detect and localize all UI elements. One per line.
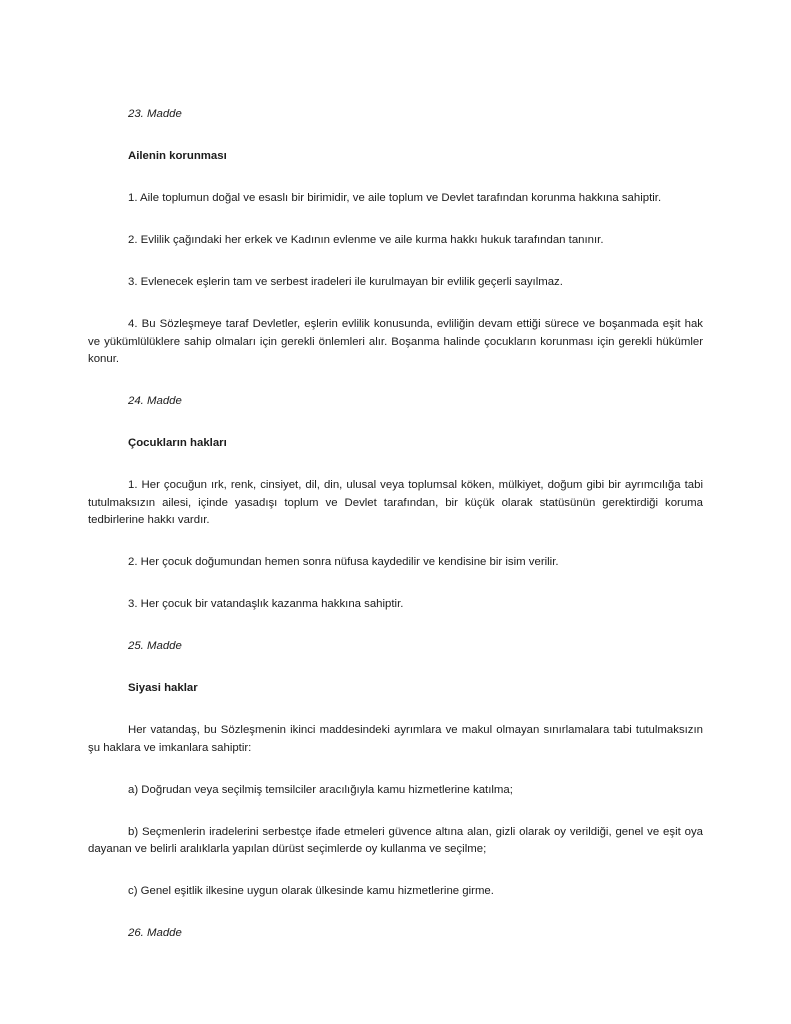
article-label: 24. Madde (128, 395, 182, 407)
article-26 (88, 925, 703, 943)
paragraph: 3. Her çocuk bir vatandaşlık kazanma hakkına sahiptir. (128, 598, 404, 610)
list-item-c: c) Genel eşitlik ilkesine uygun olarak ülkesinde kamu hizmetlerine girme. (128, 885, 494, 897)
list-item-a: a) Doğrudan veya seçilmiş temsilciler aracılığıyla kamu hizmetlerine katılma; (128, 783, 513, 796)
article-25 (88, 638, 703, 901)
article-label: 26. Madde (128, 927, 182, 939)
article-label: 23. Madde (128, 108, 182, 120)
paragraph: 2. Evlilik çağındaki her erkek ve Kadının evlenme ve aile kurma hakkı hukuk tarafından tanınır. (128, 234, 604, 246)
paragraph: 3. Evlenecek eşlerin tam ve serbest iradeleri ile kurulmayan bir evlilik geçerli sayılmaz. (128, 276, 563, 288)
article-title: Siyasi haklar (128, 682, 198, 694)
article-24 (88, 393, 703, 614)
list-item-b: b) Seçmenlerin iradelerini serbestçe ifade etmeleri güvence altına alan, gizli olarak oy verildiği, genel ve eşit oya dayanan ve belirli aralıklarla yapılan dürüst seçimlerde oy kullanma ve seçilme; (88, 825, 703, 855)
article-23 (88, 106, 703, 369)
article-label: 25. Madde (128, 640, 182, 652)
paragraph: 2. Her çocuk doğumundan hemen sonra nüfusa kaydedilir ve kendisine bir isim verilir. (128, 556, 559, 568)
paragraph: Her vatandaş, bu Sözleşmenin ikinci maddesindeki ayrımlara ve makul olmayan sınırlamalara tabi tutulmaksızın şu haklara ve imkanlara sahiptir: (88, 724, 703, 754)
paragraph: 1. Her çocuğun ırk, renk, cinsiyet, dil, din, ulusal veya toplumsal köken, mülkiyet, doğum gibi bir ayrımcılığa tabi tutulmaksızın ailesi, içinde yasadışı toplum ve Devlet tarafından, bir küçük olarak statüsünün gerektirdiği koruma tedbirlerine hakkı vardır. (88, 479, 703, 526)
paragraph: 4. Bu Sözleşmeye taraf Devletler, eşlerin evlilik konusunda, evliliğin devam ettiği sürece ve boşanmada eşit hak ve yükümlülüklere sahip olmaları için gerekli önlemleri alır. Boşanma halinde çocukların korunması için gerekli hükümler konur. (88, 318, 703, 365)
article-title: Çocukların hakları (128, 437, 227, 449)
article-title: Ailenin korunması (128, 150, 227, 162)
paragraph: 1. Aile toplumun doğal ve esaslı bir birimidir, ve aile toplum ve Devlet tarafından korunma hakkına sahiptir. (128, 192, 662, 204)
